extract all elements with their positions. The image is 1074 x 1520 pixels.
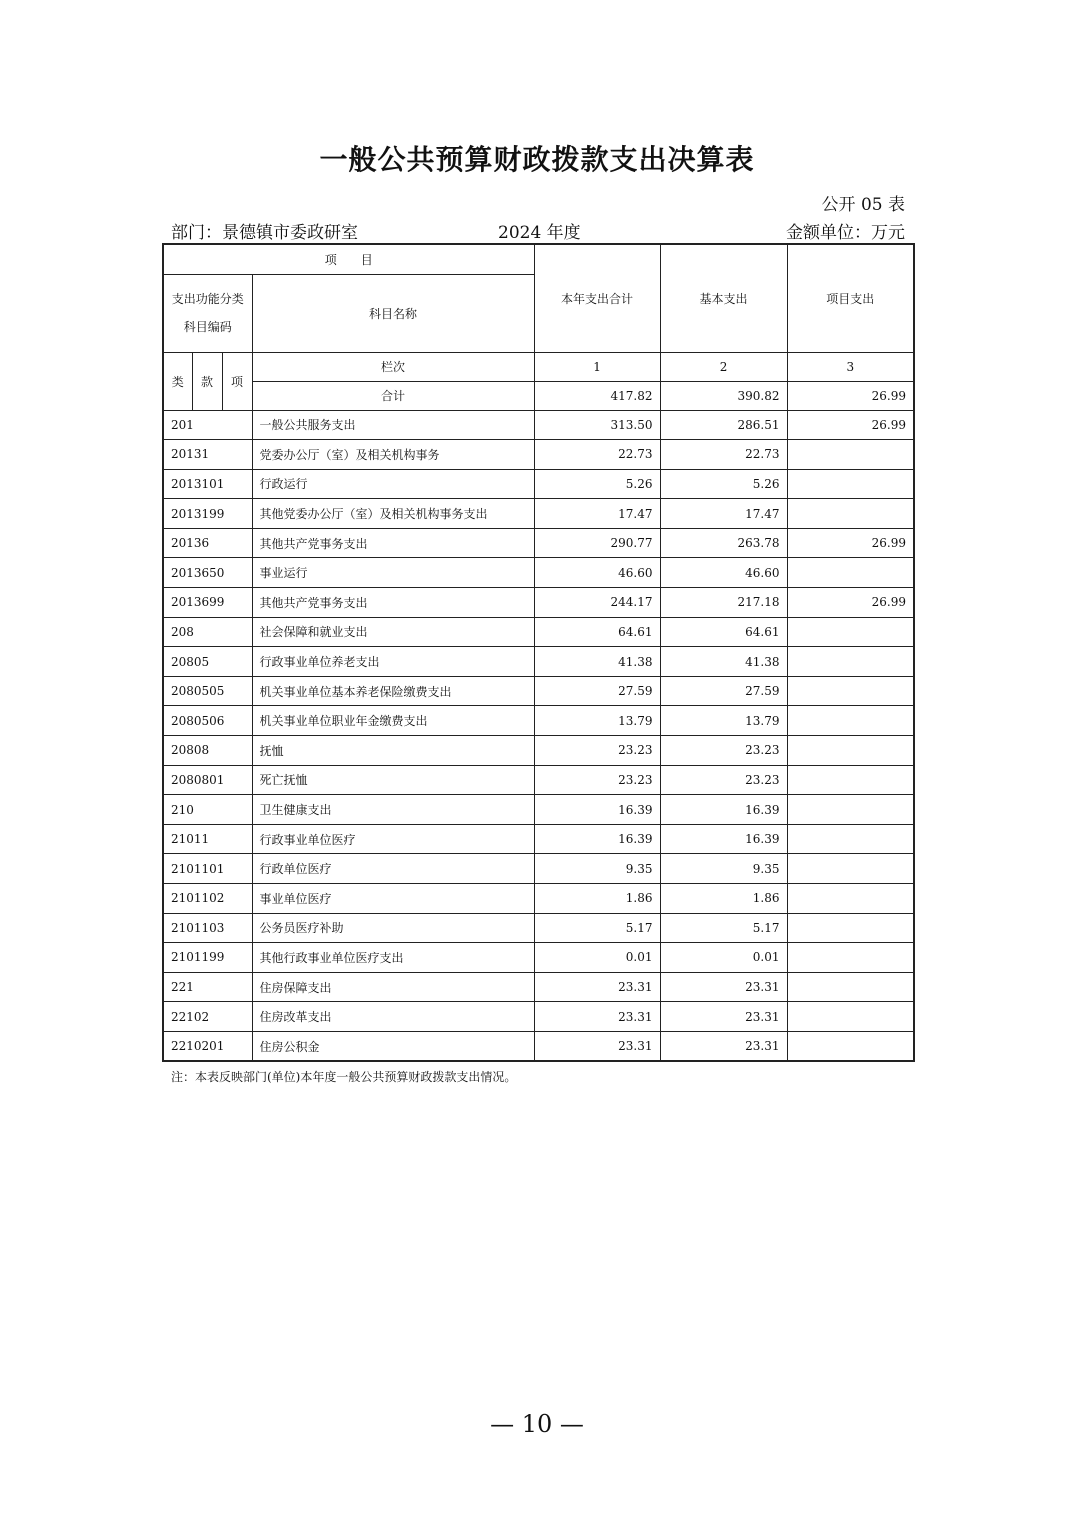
row-code: 2080506 xyxy=(163,706,252,736)
row-basic: 22.73 xyxy=(660,440,787,470)
row-code: 208 xyxy=(163,617,252,647)
row-total: 5.17 xyxy=(534,913,660,943)
table-row xyxy=(163,854,914,884)
row-total: 5.26 xyxy=(534,469,660,499)
row-total: 0.01 xyxy=(534,943,660,973)
table-row xyxy=(163,440,914,470)
row-project: 26.99 xyxy=(787,528,914,558)
row-project xyxy=(787,765,914,795)
row-name: 公务员医疗补助 xyxy=(252,913,534,943)
row-project xyxy=(787,617,914,647)
row-basic: 17.47 xyxy=(660,499,787,529)
page-number: — 10 — xyxy=(490,1410,584,1438)
row-name: 住房保障支出 xyxy=(252,972,534,1002)
row-total: 17.47 xyxy=(534,499,660,529)
row-code: 2101102 xyxy=(163,884,252,914)
table-row xyxy=(163,736,914,766)
row-total: 46.60 xyxy=(534,558,660,588)
row-project xyxy=(787,676,914,706)
row-project xyxy=(787,440,914,470)
row-total: 290.77 xyxy=(534,528,660,558)
row-code: 2080801 xyxy=(163,765,252,795)
row-name: 死亡抚恤 xyxy=(252,765,534,795)
table-row xyxy=(163,617,914,647)
row-code: 2101101 xyxy=(163,854,252,884)
row-code: 2080505 xyxy=(163,676,252,706)
row-basic: 16.39 xyxy=(660,795,787,825)
row-project xyxy=(787,736,914,766)
row-basic: 23.23 xyxy=(660,765,787,795)
row-basic: 23.31 xyxy=(660,1002,787,1032)
header-item: 项 目 xyxy=(163,244,534,274)
table-row xyxy=(163,913,914,943)
row-code: 2101103 xyxy=(163,913,252,943)
header-subject-name: 科目名称 xyxy=(252,274,534,352)
row-code: 20805 xyxy=(163,647,252,677)
row-basic: 1.86 xyxy=(660,884,787,914)
table-row xyxy=(163,884,914,914)
row-total: 13.79 xyxy=(534,706,660,736)
header-basic: 基本支出 xyxy=(660,244,787,352)
row-code: 2013699 xyxy=(163,588,252,618)
row-name: 社会保障和就业支出 xyxy=(252,617,534,647)
row-project xyxy=(787,854,914,884)
row-total: 16.39 xyxy=(534,795,660,825)
row-total: 9.35 xyxy=(534,854,660,884)
row-basic: 217.18 xyxy=(660,588,787,618)
table-row xyxy=(163,469,914,499)
row-name: 事业单位医疗 xyxy=(252,884,534,914)
row-total: 1.86 xyxy=(534,884,660,914)
sum-label: 合计 xyxy=(252,381,534,410)
row-total: 22.73 xyxy=(534,440,660,470)
page-title: 一般公共预算财政拨款支出决算表 xyxy=(319,143,755,176)
row-code: 20131 xyxy=(163,440,252,470)
row-project xyxy=(787,706,914,736)
row-project xyxy=(787,913,914,943)
row-name: 抚恤 xyxy=(252,736,534,766)
table-row xyxy=(163,676,914,706)
sum-basic: 390.82 xyxy=(660,381,787,410)
row-basic: 0.01 xyxy=(660,943,787,973)
row-basic: 16.39 xyxy=(660,824,787,854)
row-name: 机关事业单位职业年金缴费支出 xyxy=(252,706,534,736)
row-project xyxy=(787,824,914,854)
row-basic: 41.38 xyxy=(660,647,787,677)
table-row xyxy=(163,528,914,558)
row-basic: 23.31 xyxy=(660,972,787,1002)
row-project xyxy=(787,469,914,499)
table-row xyxy=(163,943,914,973)
row-basic: 13.79 xyxy=(660,706,787,736)
row-total: 244.17 xyxy=(534,588,660,618)
header-lei: 类 xyxy=(163,352,192,410)
row-total: 27.59 xyxy=(534,676,660,706)
fiscal-year-label: 2024 年度 xyxy=(498,223,581,243)
row-total: 23.23 xyxy=(534,765,660,795)
table-row xyxy=(163,588,914,618)
row-project xyxy=(787,1002,914,1032)
row-project xyxy=(787,795,914,825)
row-name: 其他共产党事务支出 xyxy=(252,588,534,618)
row-code: 2013101 xyxy=(163,469,252,499)
table-row xyxy=(163,410,914,440)
table-row xyxy=(163,1002,914,1032)
column-no-3: 3 xyxy=(787,352,914,381)
department-label: 部门：景德镇市委政研室 xyxy=(171,223,358,243)
row-project xyxy=(787,972,914,1002)
row-code: 201 xyxy=(163,410,252,440)
table-note: 注：本表反映部门(单位)本年度一般公共预算财政拨款支出情况。 xyxy=(171,1070,517,1084)
row-name: 住房公积金 xyxy=(252,1031,534,1061)
amount-unit-label: 金额单位：万元 xyxy=(786,223,905,243)
row-project: 26.99 xyxy=(787,588,914,618)
budget-table xyxy=(162,243,915,1062)
row-basic: 23.23 xyxy=(660,736,787,766)
row-project xyxy=(787,499,914,529)
header-total: 本年支出合计 xyxy=(534,244,660,352)
table-row xyxy=(163,647,914,677)
row-project xyxy=(787,943,914,973)
table-row xyxy=(163,824,914,854)
header-func-code-line1: 支出功能分类 xyxy=(171,292,244,306)
column-no-2: 2 xyxy=(660,352,787,381)
row-name: 其他行政事业单位医疗支出 xyxy=(252,943,534,973)
header-func-code-line2: 科目编码 xyxy=(183,320,232,334)
row-name: 行政运行 xyxy=(252,469,534,499)
header-column-no: 栏次 xyxy=(252,352,534,381)
form-number: 公开 05 表 xyxy=(821,195,905,215)
row-total: 23.31 xyxy=(534,1031,660,1061)
row-name: 一般公共服务支出 xyxy=(252,410,534,440)
row-basic: 263.78 xyxy=(660,528,787,558)
row-code: 2210201 xyxy=(163,1031,252,1061)
row-code: 2101199 xyxy=(163,943,252,973)
row-basic: 23.31 xyxy=(660,1031,787,1061)
table-row xyxy=(163,558,914,588)
row-total: 64.61 xyxy=(534,617,660,647)
row-name: 住房改革支出 xyxy=(252,1002,534,1032)
row-code: 210 xyxy=(163,795,252,825)
row-project xyxy=(787,1031,914,1061)
row-basic: 5.26 xyxy=(660,469,787,499)
row-total: 23.23 xyxy=(534,736,660,766)
table-row xyxy=(163,765,914,795)
row-code: 2013199 xyxy=(163,499,252,529)
row-name: 行政事业单位养老支出 xyxy=(252,647,534,677)
table-row xyxy=(163,499,914,529)
row-project xyxy=(787,647,914,677)
row-name: 行政单位医疗 xyxy=(252,854,534,884)
row-project: 26.99 xyxy=(787,410,914,440)
row-name: 其他党委办公厅（室）及相关机构事务支出 xyxy=(252,499,534,529)
row-total: 23.31 xyxy=(534,972,660,1002)
sum-project: 26.99 xyxy=(787,381,914,410)
table-row xyxy=(163,1031,914,1061)
header-kuan: 款 xyxy=(192,352,222,410)
table-row xyxy=(163,972,914,1002)
sum-total: 417.82 xyxy=(534,381,660,410)
row-name: 其他共产党事务支出 xyxy=(252,528,534,558)
row-basic: 286.51 xyxy=(660,410,787,440)
header-func-code xyxy=(163,274,252,352)
row-code: 20136 xyxy=(163,528,252,558)
row-project xyxy=(787,884,914,914)
row-code: 22102 xyxy=(163,1002,252,1032)
row-basic: 27.59 xyxy=(660,676,787,706)
row-basic: 9.35 xyxy=(660,854,787,884)
row-code: 221 xyxy=(163,972,252,1002)
row-basic: 5.17 xyxy=(660,913,787,943)
row-total: 313.50 xyxy=(534,410,660,440)
row-name: 党委办公厅（室）及相关机构事务 xyxy=(252,440,534,470)
row-code: 20808 xyxy=(163,736,252,766)
row-name: 卫生健康支出 xyxy=(252,795,534,825)
row-total: 41.38 xyxy=(534,647,660,677)
row-code: 2013650 xyxy=(163,558,252,588)
row-total: 16.39 xyxy=(534,824,660,854)
row-name: 事业运行 xyxy=(252,558,534,588)
row-total: 23.31 xyxy=(534,1002,660,1032)
header-project: 项目支出 xyxy=(787,244,914,352)
row-project xyxy=(787,558,914,588)
header-xiang: 项 xyxy=(222,352,252,410)
row-code: 21011 xyxy=(163,824,252,854)
row-name: 行政事业单位医疗 xyxy=(252,824,534,854)
table-row xyxy=(163,706,914,736)
row-basic: 46.60 xyxy=(660,558,787,588)
row-basic: 64.61 xyxy=(660,617,787,647)
column-no-1: 1 xyxy=(534,352,660,381)
table-row xyxy=(163,795,914,825)
row-name: 机关事业单位基本养老保险缴费支出 xyxy=(252,676,534,706)
